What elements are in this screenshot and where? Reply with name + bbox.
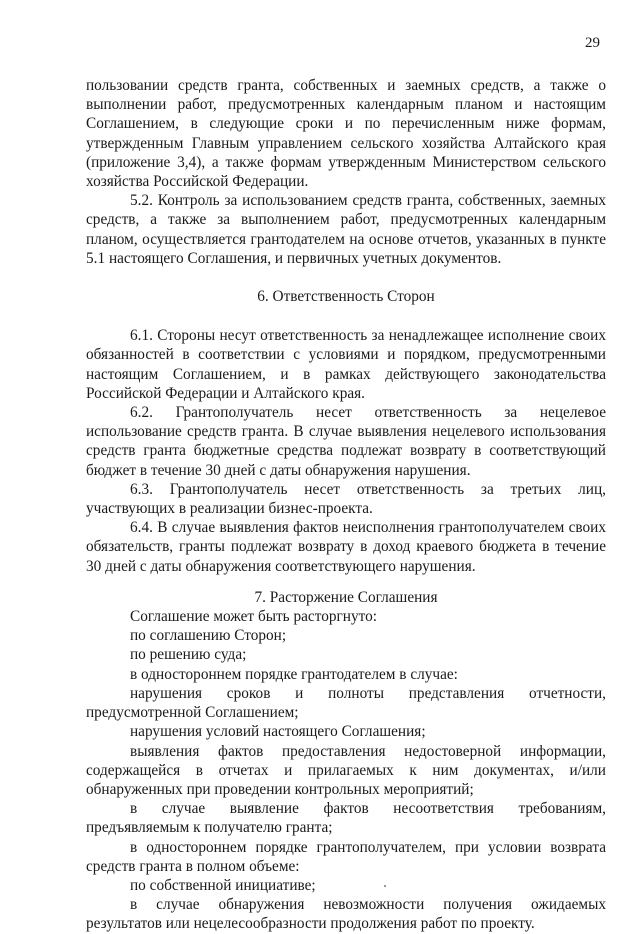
section-7-heading: 7. Расторжение Соглашения xyxy=(254,588,438,606)
termination-item: нарушения условий настоящего Соглашения; xyxy=(130,723,426,741)
termination-item: в случае обнаружения невозможности получения ожидаемых результатов или нецелесообразности продолжения работ по проекту. xyxy=(86,896,606,933)
paragraph-5-2: 5.2. Контроль за использованием средств гранта, собственных, заемных средств, а также за выполнением работ, предусмотренных календарным планом, осуществляется грантодателем на основе отчетов, указанных в пункте 5.1 настоящего Соглашения, и первичных учетных документов. xyxy=(86,192,606,267)
termination-item: в одностороннем порядке грантодателем в случае: xyxy=(130,665,458,683)
paragraph-6-1: 6.1. Стороны несут ответственность за ненадлежащее исполнение своих обязанностей в соответствии с условиями и порядком, предусмотренными настоящим Соглашением, и в рамках действующего законодательства Российской Федерации и Алтайского края. xyxy=(86,327,606,402)
paragraph-5-1-continued: пользовании средств гранта, собственных и заемных средств, а также о выполнении работ, предусмотренных календарным планом и настоящим Соглашением, в следующие сроки и по перечисленным ниже формам, утвержденным Главным управлением сельского хозяйства Алтайского края (приложение 3,4), а также формам утвержденным Министерством сельского хозяйства Российской Федерации. xyxy=(86,77,606,191)
termination-intro: Соглашение может быть расторгнуто: xyxy=(130,608,377,626)
paragraph-6-4: 6.4. В случае выявления фактов неисполнения грантополучателем своих обязательств, гранты подлежат возврату в доход краевого бюджета в течение 30 дней с даты обнаружения соответствующего нарушения. xyxy=(86,519,606,575)
paragraph-6-2: 6.2. Грантополучатель несет ответственность за нецелевое использование средств гранта. В случае выявления нецелевого использования средств гранта бюджетные средства подлежат возврату в соответствующий бюджет в течение 30 дней с даты обнаружения нарушения. xyxy=(86,404,606,479)
termination-item: по соглашению Сторон; xyxy=(130,627,287,645)
paragraph-6-3: 6.3. Грантополучатель несет ответственность за третьих лиц, участвующих в реализации бизнес-проекта. xyxy=(86,480,606,518)
termination-item: по собственной инициативе; xyxy=(130,876,316,894)
scan-speck xyxy=(384,885,386,887)
termination-item: в случае выявление фактов несоответствия требованиям, предъявляемым к получателю гранта; xyxy=(86,800,606,837)
termination-item: нарушения сроков и полноты представления отчетности, предусмотренной Соглашением; xyxy=(86,684,606,722)
termination-item: в одностороннем порядке грантополучателем, при условии возврата средств гранта в полном объеме: xyxy=(86,838,606,875)
termination-item: по решению суда; xyxy=(130,646,247,664)
document-body xyxy=(86,76,606,934)
page-number: 29 xyxy=(585,35,600,51)
section-6-heading: 6. Ответственность Сторон xyxy=(257,288,435,306)
termination-item: выявления фактов предоставления недостоверной информации, содержащейся в отчетах и прилагаемых к ним документах, и/или обнаруженных при проведении контрольных мероприятий; xyxy=(86,742,606,798)
